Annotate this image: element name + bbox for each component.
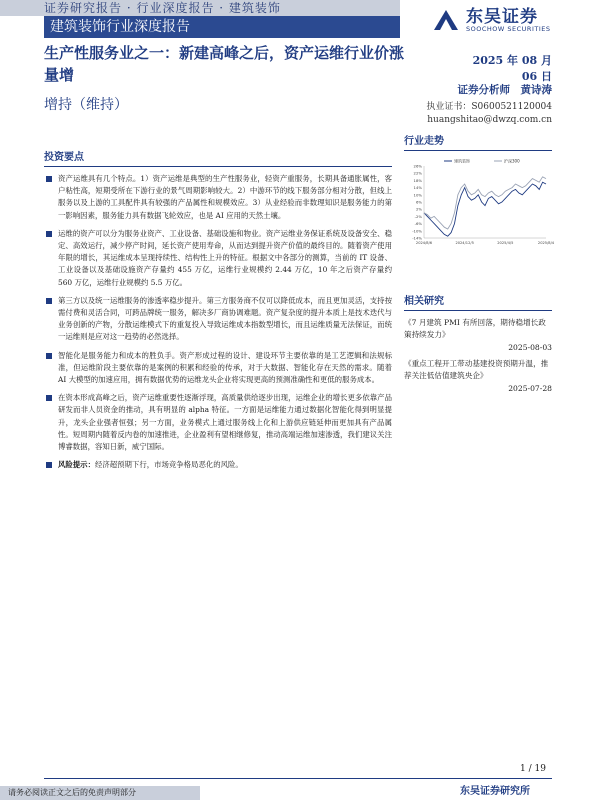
license-number: 执业证书：S0600521120004	[426, 102, 552, 112]
y-tick-label: 10%	[413, 192, 422, 198]
related-report-link[interactable]: 《7 月建筑 PMI 有所回落，期待稳增长政策持续发力》	[404, 318, 546, 339]
trend-chart	[404, 156, 555, 248]
page-number: 1 / 19	[520, 764, 546, 774]
x-tick-label: 2024/12/5	[455, 241, 474, 245]
y-tick-label: -6%	[414, 221, 422, 227]
trend-heading: 行业走势	[404, 136, 444, 147]
y-tick-label: 2%	[415, 206, 422, 212]
y-tick-label: 22%	[413, 170, 422, 176]
related-report-date: 2025-08-03	[508, 343, 552, 352]
related-report-date: 2025-07-28	[508, 384, 552, 393]
logo-mark-icon	[430, 4, 462, 36]
logo-name: 东吴证券	[466, 7, 538, 27]
risk-warning: 风险提示：经济超预期下行，市场竞争格局恶化的风险。	[44, 459, 392, 471]
related-research	[404, 292, 552, 399]
report-category: 建筑装饰行业深度报告	[44, 16, 400, 38]
series-line	[424, 182, 546, 236]
bullet-item: 运维的资产可以分为服务业资产、工业设备、基础设施和物业。资产运维业务保证系统及设备安全、稳定、高效运行，减少停产时间，延长资产使用寿命，从而达到提升资产价值的最终目的。随着资产使用年限的增长，其运维成本呈现持续性、结构性上升的特征。根据文中各部分的测算，当前的 IT 设备、工业设备以及基础设施资产存量约 455 万亿，运维行业规模约 2.44 万亿，10 年之后资产存量约 560 万亿，运维行业规模约 5.5 万亿。	[44, 228, 392, 289]
footer-rule	[44, 778, 552, 779]
related-report-link[interactable]: 《重点工程开工带动基建投资预期升温，推荐关注低估值建筑央企》	[404, 359, 549, 380]
report-title: 生产性服务业之一：新建高峰之后，资产运维行业价涨量增	[44, 44, 405, 84]
y-tick-label: -2%	[414, 213, 422, 219]
series-line	[424, 177, 546, 229]
logo-english: SOOCHOW SECURITIES	[466, 25, 551, 33]
rating: 增持（维持）	[44, 97, 128, 113]
related-heading: 相关研究	[404, 296, 444, 307]
y-tick-label: -10%	[412, 228, 422, 234]
y-tick-label: -14%	[412, 235, 422, 241]
bullet-item: 智能化是服务能力和成本的胜负手。资产形成过程的设计、建设环节主要依靠的是工艺逻辑和法规标准，但运维阶段主要依靠的是案例的积累和经验的传承，对于大数据、智能化存在天然的需求。随着 AI 大模型的加速应用，拥有数据优势的运维龙头企业将实现更高的预测准确性和更低的服务成本。	[44, 350, 392, 387]
y-tick-label: 26%	[413, 163, 422, 169]
y-tick-label: 18%	[413, 177, 422, 183]
y-tick-label: 14%	[413, 185, 422, 191]
trend-section	[404, 132, 552, 151]
bullet-item: 在资本形成高峰之后，资产运维重要性逐渐浮现，高质量供给逐步出现，运维企业的增长更多依靠产品研发而非人员资金的推动，具有明显的 alpha 特征。一方面是运维能力通过数据化智能化得到明显提升，龙头企业强者恒强；另一方面，业务模式上通过服务线上化和上游供应链延伸而更加具有产品属性。短周期内随着反内卷的加速推进，企业盈利有望相继修复，推动高端运维加速渗透，我们建议关注博睿数据，容知日新，威宁国际。	[44, 392, 392, 453]
heading-rule	[44, 166, 392, 167]
disclaimer-banner: 请务必阅读正文之后的免责声明部分	[0, 786, 200, 800]
x-tick-label: 2025/4/5	[497, 241, 514, 245]
company-logo	[430, 2, 560, 38]
report-date: 2025 年 08 月 06 日	[472, 54, 552, 83]
bullet-item: 第三方以及统一运维服务的渗透率稳步提升。第三方服务商不仅可以降低成本，而且更加灵活，支持按需付费和灵活合同，可跨品牌统一服务，解决多厂商协调难题。资产复杂度的提升本质上是技术迭代与业务创新的产物，分散运维模式下的重复投入导致运维成本指数型增长，而且运维质量无法保证，而统一运维则是应对这一趋势的必然选择。	[44, 295, 392, 344]
report-type-banner: 证券研究报告 · 行业深度报告 · 建筑装饰	[0, 0, 400, 16]
investment-heading: 投资要点	[44, 152, 84, 163]
analyst-email[interactable]: huangshitao@dwzq.com.cn	[427, 115, 552, 125]
investment-highlights	[44, 148, 392, 477]
y-tick-label: 6%	[415, 199, 422, 205]
analyst: 证券分析师 黄诗涛	[457, 84, 552, 96]
legend-label: 沪深300	[504, 158, 520, 164]
bullet-item: 资产运维具有几个特点。1）资产运维是典型的生产性服务业，轻资产重服务，长期具备通胀属性，客户粘性高，短期受所在下游行业的景气周期影响较大。2）中游环节的线下服务部分相对分散，但线上服务以及上游的工具配件具有较强的产品属性和规模效应。3）从业经验而非数理知识是服务能力的第一影响因素，服务能力具有数据飞轮效应，也是 AI 应用的天然土壤。	[44, 173, 392, 222]
x-tick-label: 2025/8/4	[537, 241, 555, 245]
footer-org: 东吴证券研究所	[460, 786, 530, 797]
legend-label: 建筑装饰	[454, 158, 470, 164]
x-tick-label: 2024/8/6	[415, 241, 433, 245]
